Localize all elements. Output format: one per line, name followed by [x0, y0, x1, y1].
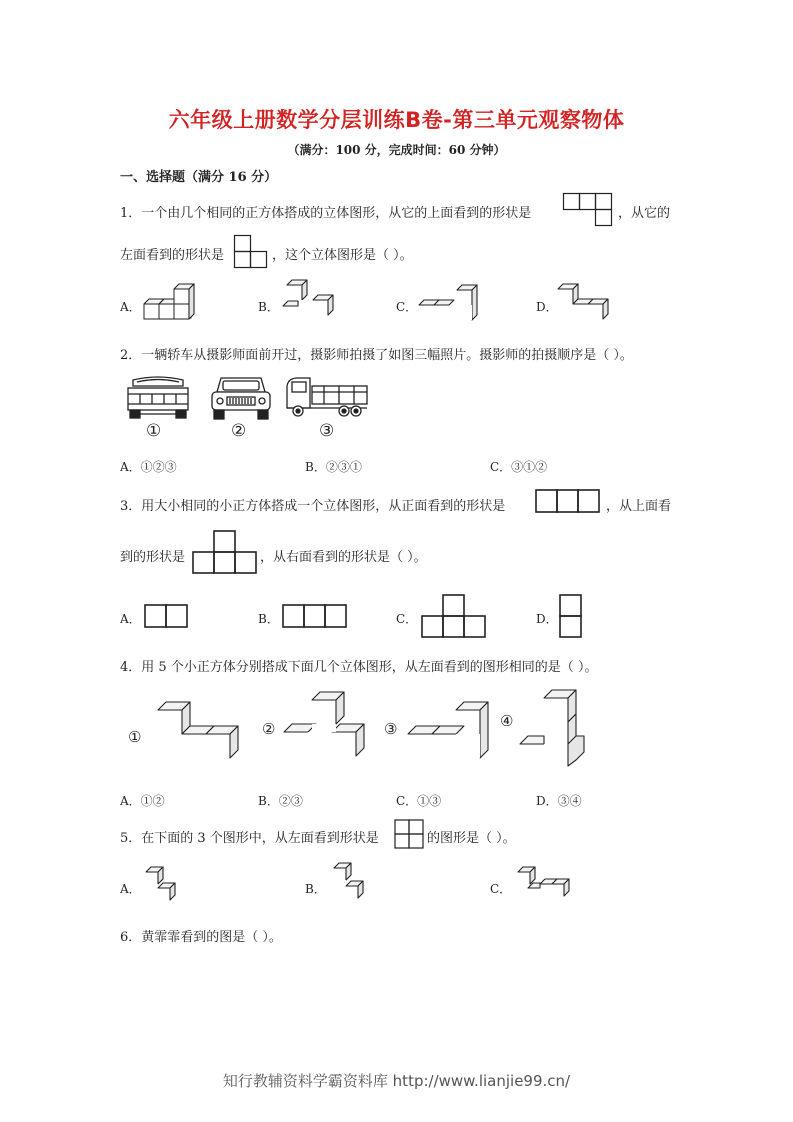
photo-label-3: ③: [319, 421, 335, 441]
q5-option-b-label[interactable]: B．: [305, 882, 326, 896]
q4-option-c[interactable]: C．①③: [396, 794, 442, 808]
q3-front-view-figure: [535, 489, 601, 515]
q5-text: 5．在下面的 3 个图形中，从左面看到形状是: [120, 831, 379, 846]
q4-figure-1-cubes: [152, 700, 248, 764]
q4-figure-label-3: ③: [384, 720, 398, 738]
q3-line1-text: 3．用大小相同的小正方体搭成一个立体图形，从正面看到的形状是: [120, 499, 506, 514]
q2-option-c[interactable]: C．③①②: [490, 460, 548, 474]
q4-figure-4-cubes: [516, 688, 588, 770]
q4-text: 4．用 5 个小正方体分别搭成下面几个立体图形，从左面看到的图形相同的是（ ）。: [120, 660, 598, 675]
q4-figure-2-cubes: [278, 694, 370, 764]
q1-option-a-cubes[interactable]: [143, 282, 199, 322]
q4-option-d[interactable]: D．③④: [536, 794, 582, 808]
page-footer: 知行教辅资料学霸资料库 http://www.lianjie99.cn/: [222, 1072, 571, 1090]
q3-option-b-label[interactable]: B．: [258, 612, 279, 626]
q4-option-b[interactable]: B．②③: [258, 794, 303, 808]
q1-option-b-cubes[interactable]: [282, 282, 342, 324]
q1-option-d-cubes[interactable]: [557, 282, 625, 324]
q4-figure-label-4: ④: [500, 712, 514, 730]
section-heading: 一、选择题（满分 16 分）: [120, 170, 278, 185]
q3-option-b-figure[interactable]: [282, 604, 350, 630]
q3-top-view-figure: [191, 530, 259, 576]
q2-text: 2．一辆轿车从摄影师面前开过，摄影师拍摄了如图三幅照片。摄影师的拍摄顺序是（ ）。: [120, 348, 633, 363]
q2-option-b[interactable]: B．②③①: [305, 460, 362, 474]
photo-label-2: ②: [231, 421, 247, 441]
q3-line2-end-text: ，从右面看到的形状是（ ）。: [260, 550, 427, 565]
q4-figure-3-cubes: [400, 700, 492, 768]
q3-option-a-label[interactable]: A．: [120, 612, 141, 626]
q2-option-a[interactable]: A．①②③: [120, 460, 177, 474]
q1-line1-end-text: ，从它的: [618, 206, 671, 221]
q3-option-d-label[interactable]: D．: [536, 612, 558, 626]
q5-option-c-cubes[interactable]: [512, 864, 572, 906]
q5-left-view-figure: [394, 819, 426, 849]
q1-line2-end-text: ，这个立体图形是（ ）。: [272, 248, 413, 263]
q1-option-c-label[interactable]: C．: [396, 300, 418, 314]
q5-option-a-label[interactable]: A．: [120, 882, 141, 896]
q4-figure-label-2: ②: [262, 720, 276, 738]
q4-option-a[interactable]: A．①②: [120, 794, 165, 808]
q1-option-b-label[interactable]: B．: [258, 300, 279, 314]
q1-line2-text: 左面看到的形状是: [120, 248, 225, 263]
q1-option-d-label[interactable]: D．: [536, 300, 558, 314]
q3-option-c-label[interactable]: C．: [396, 612, 418, 626]
q3-option-c-figure[interactable]: [420, 594, 488, 640]
q5-option-c-label[interactable]: C．: [490, 882, 512, 896]
q3-option-a-figure[interactable]: [144, 604, 190, 630]
q5-option-b-cubes[interactable]: [326, 860, 374, 906]
q1-top-view-figure: [563, 193, 613, 227]
q1-option-c-cubes[interactable]: [418, 282, 484, 324]
q5-option-a-cubes[interactable]: [140, 864, 184, 906]
q3-line2-text: 到的形状是: [120, 550, 186, 565]
page-title: 六年级上册数学分层训练B卷-第三单元观察物体: [168, 108, 625, 132]
photo-label-1: ①: [146, 421, 162, 441]
truck-rear-view-image: [125, 374, 191, 420]
q1-left-view-figure: [234, 235, 268, 269]
truck-side-view-image: [284, 374, 370, 420]
q5-text-end: 的图形是（ ）。: [427, 831, 516, 846]
q3-option-d-figure[interactable]: [559, 594, 585, 640]
q1-option-a-label[interactable]: A．: [120, 300, 141, 314]
truck-front-view-image: [209, 374, 273, 422]
page-subtitle: （满分：100 分，完成时间：60 分钟）: [287, 143, 506, 157]
q3-line1-end-text: ，从上面看: [606, 499, 672, 514]
q1-line1-text: 1．一个由几个相同的正方体搭成的立体图形，从它的上面看到的形状是: [120, 206, 532, 221]
q6-text: 6．黄霏霏看到的图是（ ）。: [120, 930, 282, 945]
q4-figure-label-1: ①: [128, 728, 142, 746]
